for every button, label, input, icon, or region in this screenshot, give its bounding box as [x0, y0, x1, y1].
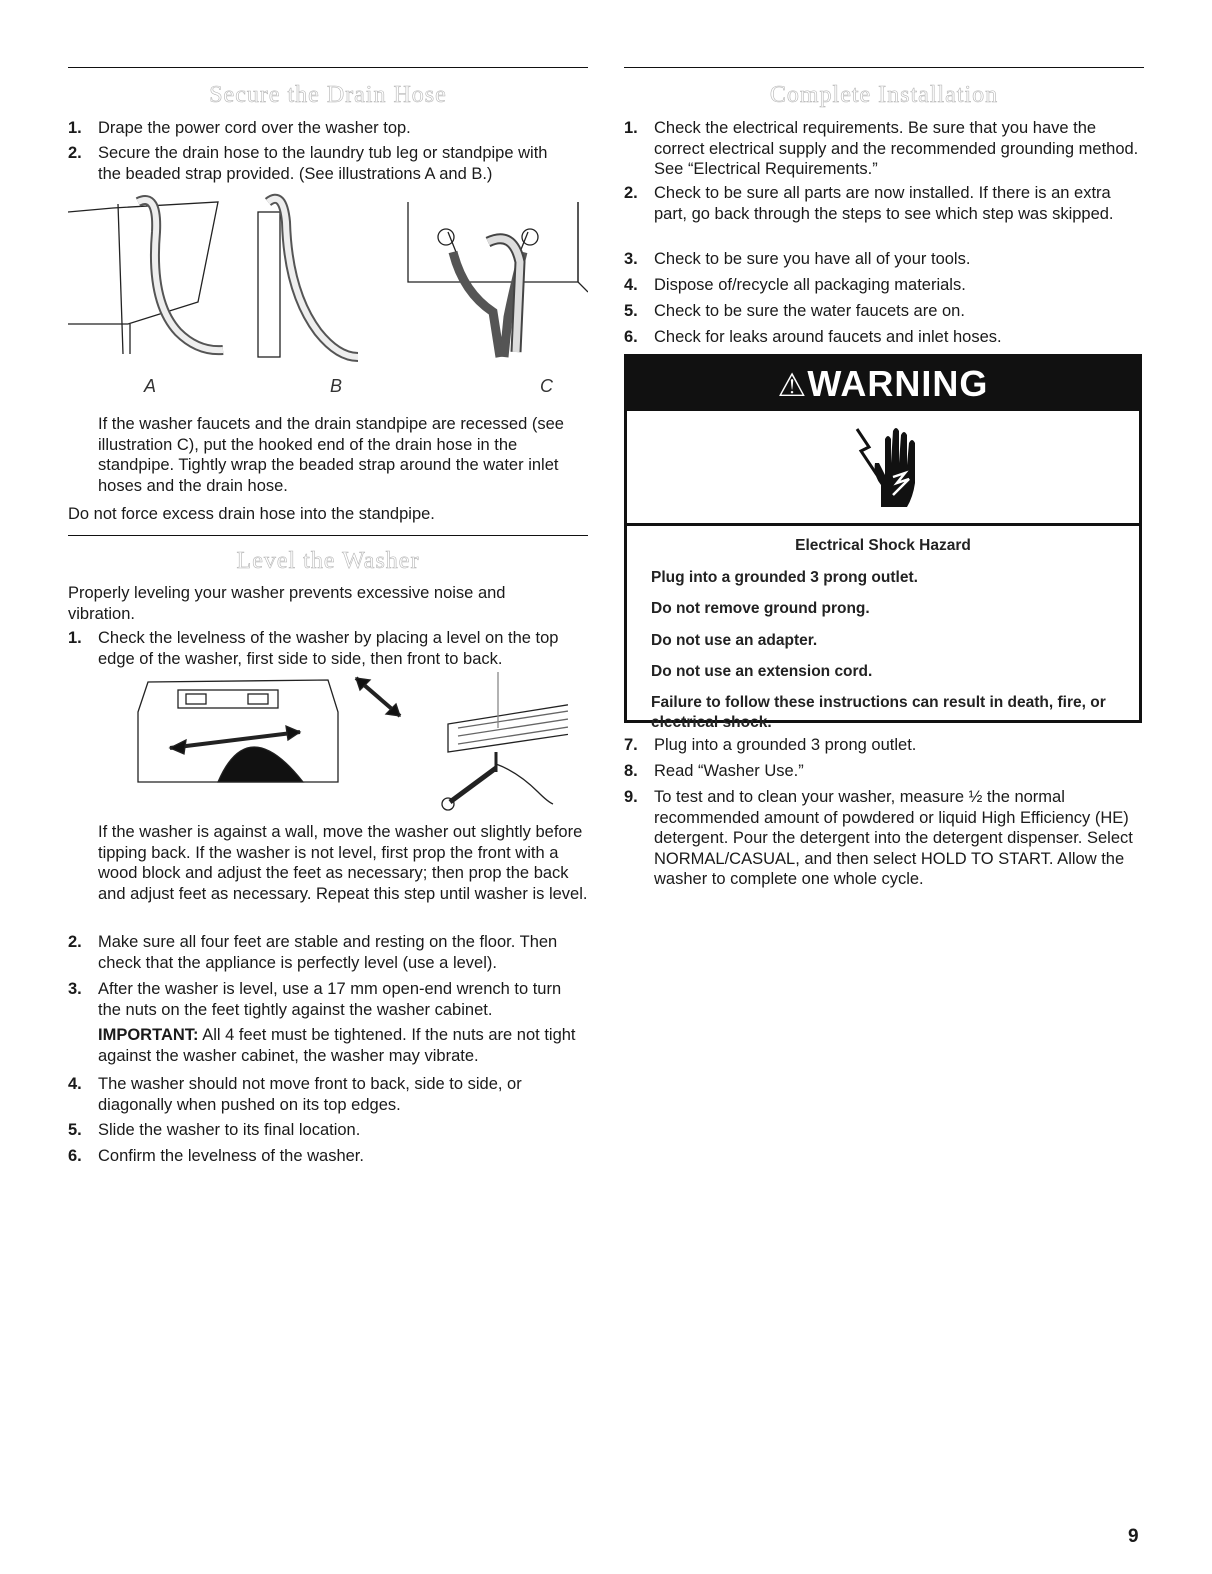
- illustration-caption-b: B: [330, 376, 343, 396]
- step-number: 2.: [68, 144, 82, 162]
- step-text: Drape the power cord over the washer top.: [98, 119, 411, 137]
- warning-box: [624, 354, 1142, 731]
- warning-title: WARNING: [807, 363, 989, 404]
- drain-hose-illustrations: [68, 192, 588, 368]
- step-number: 1.: [68, 629, 82, 647]
- warning-triangle-icon: ⚠: [777, 367, 808, 403]
- hazard-title: Electrical Shock Hazard: [795, 537, 971, 554]
- section-heading-level-washer: Level the Washer: [236, 548, 420, 574]
- important-text: All 4 feet must be tightened. If the nuts are not tight against the washer cabinet, the washer may vibrate.: [98, 1026, 576, 1065]
- step-number: 5.: [68, 1121, 82, 1139]
- paragraph: Do not force excess drain hose into the standpipe.: [68, 505, 435, 523]
- important-note: [98, 1025, 588, 1066]
- warning-line: Do not use an adapter.: [651, 632, 818, 649]
- step-number: 1.: [68, 119, 82, 137]
- section-heading-drain-hose: Secure the Drain Hose: [209, 82, 447, 108]
- step-text: Confirm the levelness of the washer.: [98, 1147, 364, 1165]
- illustration-caption-c: C: [540, 376, 553, 396]
- warning-banner: [627, 357, 1139, 411]
- step-text: Make sure all four feet are stable and resting on the floor. Then check that the appliance is perfectly level (use a level).: [98, 933, 558, 972]
- step-number: 2.: [68, 933, 82, 951]
- electrical-shock-hand-icon: [843, 417, 933, 517]
- step-number: 6.: [68, 1147, 82, 1165]
- section-heading-complete-installation: Complete Installation: [769, 82, 999, 108]
- step-number: 3.: [68, 980, 82, 998]
- step-number: 8.: [624, 762, 638, 780]
- important-label: IMPORTANT:: [98, 1026, 199, 1044]
- step-text: Check the levelness of the washer by placing a level on the top edge of the washer, first side to side, then front to back.: [98, 629, 559, 668]
- warning-line: Do not remove ground prong.: [651, 600, 870, 617]
- section-rule: [68, 535, 588, 536]
- step-number: 7.: [624, 736, 638, 754]
- step-text: Check to be sure the water faucets are on.: [654, 302, 965, 320]
- warning-line: Plug into a grounded 3 prong outlet.: [651, 569, 918, 586]
- warning-line: Failure to follow these instructions can result in death, fire, or electrical shock.: [651, 694, 1106, 731]
- step-number: 5.: [624, 302, 638, 320]
- warning-divider: [627, 523, 1139, 526]
- step-text: After the washer is level, use a 17 mm open-end wrench to turn the nuts on the feet tightly against the washer cabinet.: [98, 980, 562, 1019]
- section-rule: [68, 67, 588, 68]
- paragraph: If the washer faucets and the drain standpipe are recessed (see illustration C), put the hooked end of the drain hose in the standpipe. Tightly wrap the beaded strap around the water inlet hoses and the drain hose.: [98, 415, 564, 495]
- step-text: Secure the drain hose to the laundry tub leg or standpipe with the beaded strap provided. (See illustrations A and B.): [98, 144, 548, 183]
- page-number: 9: [1128, 1526, 1139, 1547]
- step-text: The washer should not move front to back, side to side, or diagonally when pushed on its top edges.: [98, 1075, 522, 1114]
- step-number: 1.: [624, 119, 638, 137]
- step-text: Check to be sure you have all of your tools.: [654, 250, 971, 268]
- warning-line: Do not use an extension cord.: [651, 663, 873, 680]
- step-text: Plug into a grounded 3 prong outlet.: [654, 736, 917, 754]
- step-text: To test and to clean your washer, measure ½ the normal recommended amount of powdered or liquid High Efficiency (HE) detergent. Pour the detergent into the detergent dispenser. Select NORMAL/CASUAL, and then select HOLD TO START. Allow the washer to complete one whole cycle.: [654, 788, 1133, 888]
- paragraph: Properly leveling your washer prevents excessive noise and vibration.: [68, 584, 506, 623]
- illustration-caption-a: A: [144, 376, 157, 396]
- step-number: 9.: [624, 788, 638, 806]
- step-number: 4.: [624, 276, 638, 294]
- step-text: Dispose of/recycle all packaging materials.: [654, 276, 966, 294]
- section-rule: [624, 67, 1144, 68]
- leveling-illustration: [128, 672, 568, 812]
- step-text: Check for leaks around faucets and inlet hoses.: [654, 328, 1002, 346]
- step-text: Check to be sure all parts are now installed. If there is an extra part, go back through the steps to see which step was skipped.: [654, 184, 1114, 223]
- step-number: 2.: [624, 184, 638, 202]
- step-number: 6.: [624, 328, 638, 346]
- paragraph: If the washer is against a wall, move the washer out slightly before tipping back. If the washer is not level, first prop the front with a wood block and adjust the feet as necessary; then prop the back and adjust feet as necessary. Repeat this step until washer is level.: [98, 823, 588, 903]
- step-number: 4.: [68, 1075, 82, 1093]
- step-text: Check the electrical requirements. Be sure that you have the correct electrical supply and the recommended grounding method. See “Electrical Requirements.”: [654, 119, 1139, 178]
- step-number: 3.: [624, 250, 638, 268]
- step-text: Read “Washer Use.”: [654, 762, 804, 780]
- step-text: Slide the washer to its final location.: [98, 1121, 361, 1139]
